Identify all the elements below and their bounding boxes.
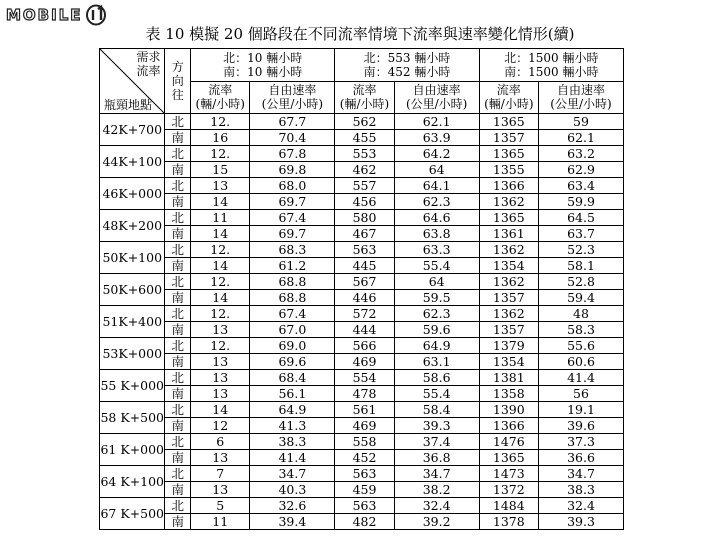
value-cell: 1365 bbox=[479, 146, 538, 162]
value-cell: 37.4 bbox=[394, 434, 479, 450]
direction-cell: 南 bbox=[165, 386, 191, 402]
value-cell: 469 bbox=[335, 418, 394, 434]
value-cell: 563 bbox=[335, 498, 394, 514]
value-cell: 34.7 bbox=[250, 466, 335, 482]
scenario-header-2 bbox=[335, 49, 479, 82]
value-cell: 63.1 bbox=[394, 354, 479, 370]
direction-cell: 南 bbox=[165, 322, 191, 338]
value-cell: 13 bbox=[191, 386, 250, 402]
value-cell: 32.4 bbox=[394, 498, 479, 514]
value-cell: 12. bbox=[191, 306, 250, 322]
value-cell: 55.4 bbox=[394, 258, 479, 274]
speed-header: 自由速率 (公里/小時) bbox=[394, 81, 479, 114]
value-cell: 39.6 bbox=[538, 418, 623, 434]
value-cell: 580 bbox=[335, 210, 394, 226]
value-cell: 69.7 bbox=[250, 226, 335, 242]
value-cell: 64.6 bbox=[394, 210, 479, 226]
value-cell: 52.3 bbox=[538, 242, 623, 258]
table-row bbox=[100, 434, 624, 450]
value-cell: 60.6 bbox=[538, 354, 623, 370]
direction-cell: 南 bbox=[165, 290, 191, 306]
direction-cell: 北 bbox=[165, 466, 191, 482]
value-cell: 1372 bbox=[479, 482, 538, 498]
value-cell: 41.4 bbox=[250, 450, 335, 466]
value-cell: 68.3 bbox=[250, 242, 335, 258]
value-cell: 68.4 bbox=[250, 370, 335, 386]
bottleneck-location-cell: 51K+400 bbox=[100, 306, 165, 338]
value-cell: 64.9 bbox=[394, 338, 479, 354]
scenario-3-line1: 北：1500 輛小時 bbox=[504, 50, 599, 65]
value-cell: 1355 bbox=[479, 162, 538, 178]
value-cell: 58.3 bbox=[538, 322, 623, 338]
table-row bbox=[100, 130, 624, 146]
scenario-1-line1: 北：10 輛小時 bbox=[223, 50, 303, 65]
scenario-2-line1: 北：553 輛小時 bbox=[363, 50, 451, 65]
direction-cell: 南 bbox=[165, 418, 191, 434]
mobile01-logo-icon bbox=[85, 4, 109, 26]
value-cell: 39.3 bbox=[538, 514, 623, 530]
value-cell: 1357 bbox=[479, 130, 538, 146]
speed-header: 自由速率 (公里/小時) bbox=[538, 81, 623, 114]
direction-cell: 南 bbox=[165, 450, 191, 466]
value-cell: 13 bbox=[191, 322, 250, 338]
value-cell: 64.1 bbox=[394, 178, 479, 194]
value-cell: 482 bbox=[335, 514, 394, 530]
value-cell: 68.8 bbox=[250, 290, 335, 306]
value-cell: 1379 bbox=[479, 338, 538, 354]
value-cell: 14 bbox=[191, 258, 250, 274]
table-row bbox=[100, 210, 624, 226]
value-cell: 64 bbox=[394, 162, 479, 178]
direction-cell: 南 bbox=[165, 162, 191, 178]
value-cell: 7 bbox=[191, 466, 250, 482]
value-cell: 1357 bbox=[479, 322, 538, 338]
value-cell: 1378 bbox=[479, 514, 538, 530]
bottleneck-location-cell: 48K+200 bbox=[100, 210, 165, 242]
value-cell: 12 bbox=[191, 418, 250, 434]
corner-bottom-label: 瓶頸地點 bbox=[104, 98, 153, 112]
table-row bbox=[100, 338, 624, 354]
table-row bbox=[100, 402, 624, 418]
table-row bbox=[100, 370, 624, 386]
value-cell: 68.8 bbox=[250, 274, 335, 290]
table-title: 表 10 模擬 20 個路段在不同流率情境下流率與速率變化情形(續) bbox=[145, 25, 575, 43]
value-cell: 12. bbox=[191, 146, 250, 162]
value-cell: 62.3 bbox=[394, 306, 479, 322]
table-row bbox=[100, 306, 624, 322]
direction-cell: 北 bbox=[165, 178, 191, 194]
value-cell: 38.3 bbox=[538, 482, 623, 498]
value-cell: 467 bbox=[335, 226, 394, 242]
value-cell: 64 bbox=[394, 274, 479, 290]
value-cell: 11 bbox=[191, 210, 250, 226]
value-cell: 55.6 bbox=[538, 338, 623, 354]
bottleneck-location-cell: 46K+000 bbox=[100, 178, 165, 210]
value-cell: 36.8 bbox=[394, 450, 479, 466]
table-row bbox=[100, 514, 624, 530]
value-cell: 37.3 bbox=[538, 434, 623, 450]
value-cell: 1362 bbox=[479, 306, 538, 322]
value-cell: 1473 bbox=[479, 466, 538, 482]
bottleneck-location-cell: 50K+100 bbox=[100, 242, 165, 274]
value-cell: 59.4 bbox=[538, 290, 623, 306]
direction-cell: 南 bbox=[165, 514, 191, 530]
value-cell: 34.7 bbox=[538, 466, 623, 482]
value-cell: 1365 bbox=[479, 450, 538, 466]
bottleneck-location-cell: 64 K+100 bbox=[100, 466, 165, 498]
value-cell: 48 bbox=[538, 306, 623, 322]
value-cell: 1476 bbox=[479, 434, 538, 450]
value-cell: 13 bbox=[191, 482, 250, 498]
flow-header: 流率 (輛/小時) bbox=[479, 81, 538, 114]
scenario-1-line2: 南：10 輛小時 bbox=[223, 64, 303, 79]
value-cell: 63.4 bbox=[538, 178, 623, 194]
value-cell: 563 bbox=[335, 466, 394, 482]
value-cell: 456 bbox=[335, 194, 394, 210]
value-cell: 1381 bbox=[479, 370, 538, 386]
value-cell: 32.6 bbox=[250, 498, 335, 514]
value-cell: 1365 bbox=[479, 210, 538, 226]
value-cell: 61.2 bbox=[250, 258, 335, 274]
value-cell: 59.5 bbox=[394, 290, 479, 306]
value-cell: 59.9 bbox=[538, 194, 623, 210]
value-cell: 553 bbox=[335, 146, 394, 162]
table-row bbox=[100, 290, 624, 306]
table-body bbox=[100, 114, 624, 530]
value-cell: 64.9 bbox=[250, 402, 335, 418]
flow-speed-table bbox=[99, 48, 624, 530]
value-cell: 36.6 bbox=[538, 450, 623, 466]
value-cell: 469 bbox=[335, 354, 394, 370]
value-cell: 13 bbox=[191, 450, 250, 466]
bottleneck-location-cell: 58 K+500 bbox=[100, 402, 165, 434]
value-cell: 67.4 bbox=[250, 306, 335, 322]
value-cell: 1365 bbox=[479, 114, 538, 130]
site-logo bbox=[6, 4, 109, 26]
value-cell: 558 bbox=[335, 434, 394, 450]
value-cell: 1366 bbox=[479, 178, 538, 194]
value-cell: 1357 bbox=[479, 290, 538, 306]
value-cell: 13 bbox=[191, 354, 250, 370]
value-cell: 63.7 bbox=[538, 226, 623, 242]
value-cell: 63.2 bbox=[538, 146, 623, 162]
value-cell: 67.8 bbox=[250, 146, 335, 162]
corner-top-label: 需求 流率 bbox=[136, 50, 161, 78]
value-cell: 1390 bbox=[479, 402, 538, 418]
value-cell: 452 bbox=[335, 450, 394, 466]
scenario-3-line2: 南：1500 輛小時 bbox=[504, 64, 599, 79]
value-cell: 557 bbox=[335, 178, 394, 194]
value-cell: 64.2 bbox=[394, 146, 479, 162]
value-cell: 1362 bbox=[479, 194, 538, 210]
value-cell: 1362 bbox=[479, 274, 538, 290]
value-cell: 62.1 bbox=[538, 130, 623, 146]
scenario-header-3 bbox=[479, 49, 623, 82]
value-cell: 455 bbox=[335, 130, 394, 146]
value-cell: 1362 bbox=[479, 242, 538, 258]
direction-cell: 北 bbox=[165, 146, 191, 162]
value-cell: 67.0 bbox=[250, 322, 335, 338]
flow-header: 流率 (輛/小時) bbox=[335, 81, 394, 114]
logo-text: MOBILE bbox=[6, 6, 83, 24]
direction-cell: 北 bbox=[165, 242, 191, 258]
direction-cell: 北 bbox=[165, 498, 191, 514]
value-cell: 462 bbox=[335, 162, 394, 178]
value-cell: 39.3 bbox=[394, 418, 479, 434]
value-cell: 63.9 bbox=[394, 130, 479, 146]
value-cell: 63.8 bbox=[394, 226, 479, 242]
value-cell: 563 bbox=[335, 242, 394, 258]
direction-cell: 北 bbox=[165, 274, 191, 290]
value-cell: 478 bbox=[335, 386, 394, 402]
table-row bbox=[100, 226, 624, 242]
value-cell: 63.3 bbox=[394, 242, 479, 258]
value-cell: 58.1 bbox=[538, 258, 623, 274]
direction-cell: 北 bbox=[165, 434, 191, 450]
value-cell: 58.6 bbox=[394, 370, 479, 386]
value-cell: 40.3 bbox=[250, 482, 335, 498]
value-cell: 59.6 bbox=[394, 322, 479, 338]
direction-cell: 南 bbox=[165, 130, 191, 146]
bottleneck-location-cell: 55 K+000 bbox=[100, 370, 165, 402]
value-cell: 14 bbox=[191, 226, 250, 242]
value-cell: 14 bbox=[191, 402, 250, 418]
value-cell: 15 bbox=[191, 162, 250, 178]
value-cell: 58.4 bbox=[394, 402, 479, 418]
value-cell: 59 bbox=[538, 114, 623, 130]
value-cell: 69.7 bbox=[250, 194, 335, 210]
value-cell: 446 bbox=[335, 290, 394, 306]
value-cell: 68.0 bbox=[250, 178, 335, 194]
value-cell: 567 bbox=[335, 274, 394, 290]
table-row bbox=[100, 162, 624, 178]
direction-cell: 南 bbox=[165, 482, 191, 498]
value-cell: 12. bbox=[191, 242, 250, 258]
value-cell: 70.4 bbox=[250, 130, 335, 146]
value-cell: 38.2 bbox=[394, 482, 479, 498]
value-cell: 561 bbox=[335, 402, 394, 418]
value-cell: 12. bbox=[191, 274, 250, 290]
value-cell: 14 bbox=[191, 194, 250, 210]
direction-cell: 南 bbox=[165, 354, 191, 370]
value-cell: 55.4 bbox=[394, 386, 479, 402]
direction-cell: 北 bbox=[165, 370, 191, 386]
value-cell: 572 bbox=[335, 306, 394, 322]
direction-cell: 南 bbox=[165, 258, 191, 274]
value-cell: 1358 bbox=[479, 386, 538, 402]
value-cell: 56.1 bbox=[250, 386, 335, 402]
bottleneck-location-cell: 50K+600 bbox=[100, 274, 165, 306]
value-cell: 12. bbox=[191, 338, 250, 354]
value-cell: 62.3 bbox=[394, 194, 479, 210]
direction-cell: 北 bbox=[165, 306, 191, 322]
scenario-header-1 bbox=[191, 49, 335, 82]
value-cell: 5 bbox=[191, 498, 250, 514]
value-cell: 16 bbox=[191, 130, 250, 146]
value-cell: 69.8 bbox=[250, 162, 335, 178]
value-cell: 1484 bbox=[479, 498, 538, 514]
table-row bbox=[100, 242, 624, 258]
scenario-2-line2: 南：452 輛小時 bbox=[363, 64, 451, 79]
value-cell: 12. bbox=[191, 114, 250, 130]
table-row bbox=[100, 146, 624, 162]
table-row bbox=[100, 354, 624, 370]
direction-cell: 北 bbox=[165, 114, 191, 130]
table-row bbox=[100, 322, 624, 338]
value-cell: 69.0 bbox=[250, 338, 335, 354]
direction-cell: 南 bbox=[165, 226, 191, 242]
value-cell: 41.3 bbox=[250, 418, 335, 434]
value-cell: 445 bbox=[335, 258, 394, 274]
flow-header: 流率 (輛/小時) bbox=[191, 81, 250, 114]
value-cell: 562 bbox=[335, 114, 394, 130]
table-row bbox=[100, 418, 624, 434]
table-row bbox=[100, 178, 624, 194]
value-cell: 39.4 bbox=[250, 514, 335, 530]
direction-cell: 北 bbox=[165, 338, 191, 354]
value-cell: 38.3 bbox=[250, 434, 335, 450]
value-cell: 554 bbox=[335, 370, 394, 386]
value-cell: 32.4 bbox=[538, 498, 623, 514]
bottleneck-location-cell: 53K+000 bbox=[100, 338, 165, 370]
speed-header: 自由速率 (公里/小時) bbox=[250, 81, 335, 114]
value-cell: 6 bbox=[191, 434, 250, 450]
value-cell: 62.1 bbox=[394, 114, 479, 130]
value-cell: 64.5 bbox=[538, 210, 623, 226]
table-row bbox=[100, 194, 624, 210]
table-row bbox=[100, 114, 624, 130]
bottleneck-location-cell: 44K+100 bbox=[100, 146, 165, 178]
value-cell: 1366 bbox=[479, 418, 538, 434]
direction-header: 方 向 往 bbox=[165, 49, 191, 114]
direction-cell: 北 bbox=[165, 402, 191, 418]
table-row bbox=[100, 450, 624, 466]
bottleneck-location-cell: 61 K+000 bbox=[100, 434, 165, 466]
value-cell: 67.7 bbox=[250, 114, 335, 130]
value-cell: 11 bbox=[191, 514, 250, 530]
table-row bbox=[100, 258, 624, 274]
value-cell: 41.4 bbox=[538, 370, 623, 386]
corner-header bbox=[100, 49, 165, 114]
value-cell: 52.8 bbox=[538, 274, 623, 290]
bottleneck-location-cell: 67 K+500 bbox=[100, 498, 165, 530]
value-cell: 39.2 bbox=[394, 514, 479, 530]
table-row bbox=[100, 274, 624, 290]
direction-cell: 南 bbox=[165, 194, 191, 210]
table-row bbox=[100, 498, 624, 514]
table-row bbox=[100, 466, 624, 482]
table-row bbox=[100, 386, 624, 402]
value-cell: 1361 bbox=[479, 226, 538, 242]
value-cell: 444 bbox=[335, 322, 394, 338]
value-cell: 1354 bbox=[479, 258, 538, 274]
value-cell: 56 bbox=[538, 386, 623, 402]
value-cell: 14 bbox=[191, 290, 250, 306]
value-cell: 34.7 bbox=[394, 466, 479, 482]
value-cell: 459 bbox=[335, 482, 394, 498]
value-cell: 67.4 bbox=[250, 210, 335, 226]
value-cell: 13 bbox=[191, 178, 250, 194]
value-cell: 62.9 bbox=[538, 162, 623, 178]
value-cell: 566 bbox=[335, 338, 394, 354]
direction-cell: 北 bbox=[165, 210, 191, 226]
value-cell: 13 bbox=[191, 370, 250, 386]
value-cell: 69.6 bbox=[250, 354, 335, 370]
table-row bbox=[100, 482, 624, 498]
bottleneck-location-cell: 42K+700 bbox=[100, 114, 165, 146]
value-cell: 1354 bbox=[479, 354, 538, 370]
value-cell: 19.1 bbox=[538, 402, 623, 418]
